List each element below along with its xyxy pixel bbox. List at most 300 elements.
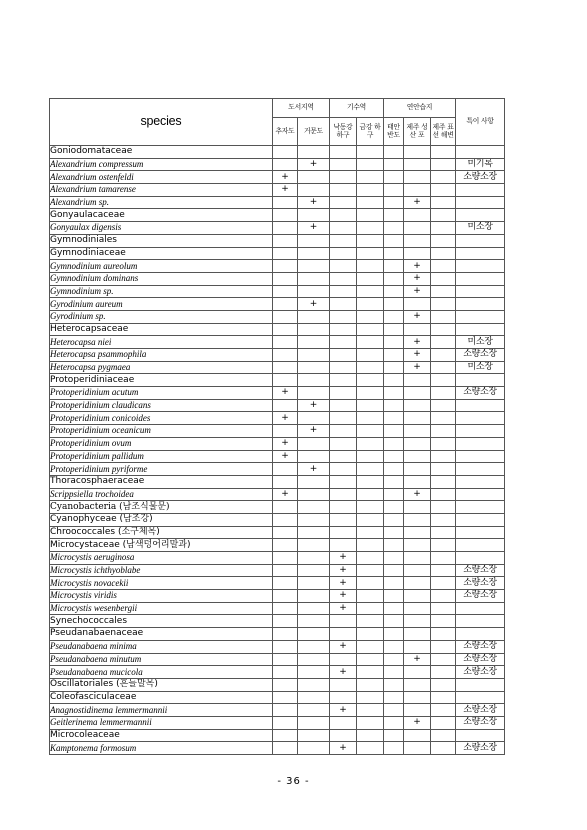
occurrence-cell [384,742,404,755]
occurrence-cell [298,209,330,222]
remarks-cell: 미소장 [456,361,505,374]
occurrence-cell: + [330,552,357,565]
table-row [50,209,505,222]
species-name: Pseudanabaena mucicola [50,666,273,679]
occurrence-cell [431,336,456,349]
occurrence-cell [298,285,330,298]
occurrence-cell [404,691,431,704]
page-number: - 36 - [277,776,310,787]
table-row [50,742,505,755]
remarks-cell [456,691,505,704]
occurrence-cell [384,260,404,273]
species-name: Microcystis novacekii [50,577,273,590]
species-name: Kamptonema formosum [50,742,273,755]
occurrence-cell [357,310,384,323]
occurrence-cell [330,475,357,488]
occurrence-cell [384,399,404,412]
remarks-cell: 소량소장 [456,742,505,755]
occurrence-cell [273,146,298,159]
occurrence-cell [330,691,357,704]
occurrence-cell [357,704,384,717]
table-row [50,437,505,450]
occurrence-cell [357,260,384,273]
remarks-cell: 소량소장 [456,171,505,184]
occurrence-cell: + [273,450,298,463]
occurrence-cell [330,196,357,209]
remarks-cell [456,475,505,488]
remarks-header: 특이 사항 [456,99,505,146]
occurrence-cell [357,361,384,374]
occurrence-cell: + [404,272,431,285]
table-row [50,628,505,641]
occurrence-cell: + [298,158,330,171]
table-row [50,222,505,235]
occurrence-cell [298,247,330,260]
occurrence-cell [431,742,456,755]
occurrence-cell [431,171,456,184]
occurrence-cell: + [404,349,431,362]
occurrence-cell [357,336,384,349]
occurrence-cell: + [404,285,431,298]
occurrence-cell [404,526,431,539]
occurrence-cell [298,336,330,349]
species-name: Geitlerinema lemmermannii [50,716,273,729]
table-row [50,488,505,501]
occurrence-cell [298,526,330,539]
occurrence-cell [298,729,330,742]
occurrence-cell [330,501,357,514]
occurrence-cell [298,488,330,501]
occurrence-cell [357,171,384,184]
remarks-cell [456,310,505,323]
table-row [50,590,505,603]
occurrence-cell [404,247,431,260]
occurrence-cell [384,463,404,476]
occurrence-cell [431,552,456,565]
occurrence-cell [431,425,456,438]
remarks-cell [456,513,505,526]
occurrence-cell [384,196,404,209]
taxon-group-name: Synechococcales [50,615,273,628]
occurrence-cell [330,298,357,311]
occurrence-cell [273,425,298,438]
occurrence-cell [330,209,357,222]
table-row [50,704,505,717]
occurrence-cell [384,716,404,729]
chuja-column-header: 추자도 [273,118,298,146]
remarks-cell: 소량소장 [456,349,505,362]
remarks-cell [456,399,505,412]
occurrence-cell [357,539,384,552]
table-row [50,399,505,412]
occurrence-cell [298,361,330,374]
occurrence-cell [298,310,330,323]
occurrence-cell [357,628,384,641]
occurrence-cell [330,399,357,412]
species-name: Gymnodinium sp. [50,285,273,298]
occurrence-cell [357,374,384,387]
remarks-cell [456,450,505,463]
occurrence-cell [431,691,456,704]
table-row [50,526,505,539]
remarks-cell [456,260,505,273]
remarks-cell: 소량소장 [456,666,505,679]
occurrence-cell [384,425,404,438]
occurrence-cell [330,310,357,323]
occurrence-cell [298,450,330,463]
species-name: Gyrodinium sp. [50,310,273,323]
occurrence-cell [357,437,384,450]
occurrence-cell: + [298,222,330,235]
remarks-cell [456,425,505,438]
taxon-group-name: Goniodomataceae [50,146,273,159]
occurrence-cell: + [330,564,357,577]
occurrence-cell [298,628,330,641]
species-name: Heterocapsa niei [50,336,273,349]
remarks-cell: 소량소장 [456,704,505,717]
occurrence-cell [384,704,404,717]
occurrence-cell [431,539,456,552]
occurrence-cell [431,184,456,197]
occurrence-cell [298,602,330,615]
island-region-header: 도서지역 [273,99,330,118]
occurrence-cell [384,158,404,171]
occurrence-cell: + [330,602,357,615]
occurrence-cell [298,716,330,729]
remarks-cell: 미소장 [456,336,505,349]
species-name: Alexandrium ostenfeldi [50,171,273,184]
occurrence-cell [357,653,384,666]
remarks-cell: 미기록 [456,158,505,171]
occurrence-cell [330,628,357,641]
species-name: Gonyaulax digensis [50,222,273,235]
occurrence-cell [357,678,384,691]
remarks-cell [456,323,505,336]
occurrence-cell [273,577,298,590]
occurrence-cell [384,450,404,463]
species-name: Heterocapsa pygmaea [50,361,273,374]
occurrence-cell [273,615,298,628]
species-distribution-table [49,98,505,755]
occurrence-cell [273,209,298,222]
occurrence-cell [357,526,384,539]
species-name: Alexandrium tamarense [50,184,273,197]
jeju-seongsan-column-header: 제주 성산 포 [404,118,431,146]
occurrence-cell [330,463,357,476]
occurrence-cell [431,666,456,679]
remarks-cell: 소량소장 [456,577,505,590]
occurrence-cell: + [273,171,298,184]
occurrence-cell [357,640,384,653]
occurrence-cell [384,640,404,653]
occurrence-cell [357,691,384,704]
occurrence-cell [273,336,298,349]
species-name: Microcystis aeruginosa [50,552,273,565]
occurrence-cell [273,513,298,526]
table-row [50,475,505,488]
occurrence-cell [404,234,431,247]
table-row [50,412,505,425]
occurrence-cell [330,272,357,285]
occurrence-cell [404,704,431,717]
table-row [50,374,505,387]
occurrence-cell [298,475,330,488]
occurrence-cell [273,590,298,603]
occurrence-cell [298,260,330,273]
occurrence-cell [298,272,330,285]
occurrence-cell [357,247,384,260]
occurrence-cell: + [404,336,431,349]
occurrence-cell [330,653,357,666]
occurrence-cell [431,628,456,641]
occurrence-cell: + [330,742,357,755]
taxon-group-name: Microcystaceae (남색덩어리말과) [50,539,273,552]
occurrence-cell [404,209,431,222]
species-name: Pseudanabaena minima [50,640,273,653]
remarks-cell [456,209,505,222]
occurrence-cell: + [330,666,357,679]
occurrence-cell [273,653,298,666]
occurrence-cell [330,336,357,349]
occurrence-cell [384,513,404,526]
taxon-group-name: Coleofasciculaceae [50,691,273,704]
occurrence-cell [431,716,456,729]
remarks-cell [456,552,505,565]
taxon-group-name: Protoperidiniaceae [50,374,273,387]
occurrence-cell [273,361,298,374]
occurrence-cell [384,653,404,666]
occurrence-cell [404,184,431,197]
occurrence-cell [357,196,384,209]
occurrence-cell [357,590,384,603]
occurrence-cell [431,272,456,285]
occurrence-cell [431,437,456,450]
species-column-header: species [50,99,273,146]
occurrence-cell [404,323,431,336]
occurrence-cell [298,349,330,362]
occurrence-cell [404,564,431,577]
occurrence-cell [298,678,330,691]
occurrence-cell [384,552,404,565]
occurrence-cell [431,310,456,323]
occurrence-cell [404,615,431,628]
occurrence-cell [431,361,456,374]
occurrence-cell [431,653,456,666]
occurrence-cell [384,310,404,323]
occurrence-cell [330,146,357,159]
occurrence-cell [404,742,431,755]
occurrence-cell: + [298,463,330,476]
occurrence-cell [384,539,404,552]
occurrence-cell [384,526,404,539]
occurrence-cell [298,564,330,577]
occurrence-cell [431,412,456,425]
occurrence-cell [431,285,456,298]
species-name: Protoperidinium pallidum [50,450,273,463]
table-row [50,653,505,666]
occurrence-cell [357,463,384,476]
occurrence-cell: + [404,716,431,729]
species-name: Heterocapsa psammophila [50,349,273,362]
occurrence-cell [273,463,298,476]
remarks-cell [456,298,505,311]
taxon-group-name: Heterocapsaceae [50,323,273,336]
occurrence-cell: + [273,437,298,450]
occurrence-cell [384,323,404,336]
occurrence-cell [273,247,298,260]
occurrence-cell [273,716,298,729]
jeju-pyoseon-column-header: 제주 표선 해변 [431,118,456,146]
occurrence-cell [404,729,431,742]
species-name: Alexandrium compressum [50,158,273,171]
taxon-group-name: Pseudanabaenaceae [50,628,273,641]
occurrence-cell: + [330,640,357,653]
occurrence-cell [384,349,404,362]
remarks-cell [456,247,505,260]
table-row [50,666,505,679]
occurrence-cell [384,564,404,577]
occurrence-cell [298,539,330,552]
species-name: Gyrodinium aureum [50,298,273,311]
occurrence-cell [330,158,357,171]
occurrence-cell [273,349,298,362]
occurrence-cell [330,450,357,463]
occurrence-cell: + [330,577,357,590]
occurrence-cell [431,222,456,235]
occurrence-cell [404,577,431,590]
remarks-cell [456,602,505,615]
occurrence-cell [404,666,431,679]
table-row [50,285,505,298]
occurrence-cell [404,450,431,463]
occurrence-cell [273,729,298,742]
remarks-cell: 소량소장 [456,653,505,666]
species-name: Protoperidinium pyriforme [50,463,273,476]
occurrence-cell [273,158,298,171]
occurrence-cell [298,501,330,514]
occurrence-cell [431,387,456,400]
occurrence-cell [431,450,456,463]
species-name: Alexandrium sp. [50,196,273,209]
occurrence-cell [298,590,330,603]
occurrence-cell [273,691,298,704]
occurrence-cell [404,387,431,400]
occurrence-cell [384,361,404,374]
remarks-cell [456,729,505,742]
occurrence-cell [330,387,357,400]
occurrence-cell [357,285,384,298]
occurrence-cell: + [273,184,298,197]
table-row [50,450,505,463]
table-row [50,539,505,552]
occurrence-cell [298,615,330,628]
occurrence-cell [357,272,384,285]
table-row [50,323,505,336]
occurrence-cell [357,450,384,463]
occurrence-cell [431,501,456,514]
table-row [50,640,505,653]
remarks-cell [456,615,505,628]
occurrence-cell [273,678,298,691]
occurrence-cell [431,475,456,488]
species-name: Microcystis viridis [50,590,273,603]
occurrence-cell [273,501,298,514]
taxon-group-name: Gymnodiniaceae [50,247,273,260]
occurrence-cell [298,437,330,450]
species-name: Gymnodinium dominans [50,272,273,285]
table-row [50,501,505,514]
taean-column-header: 태안 반도 [384,118,404,146]
remarks-cell: 소량소장 [456,590,505,603]
occurrence-cell [357,222,384,235]
occurrence-cell [357,577,384,590]
occurrence-cell [431,704,456,717]
occurrence-cell [384,209,404,222]
remarks-cell [456,146,505,159]
occurrence-cell [384,374,404,387]
occurrence-cell [384,146,404,159]
occurrence-cell [357,602,384,615]
table-row [50,602,505,615]
occurrence-cell [431,678,456,691]
geomun-column-header: 거문도 [298,118,330,146]
occurrence-cell [298,577,330,590]
occurrence-cell [273,602,298,615]
occurrence-cell [384,298,404,311]
occurrence-cell [298,653,330,666]
occurrence-cell [431,526,456,539]
occurrence-cell [273,539,298,552]
occurrence-cell [431,640,456,653]
occurrence-cell [357,615,384,628]
table-row [50,247,505,260]
remarks-cell: 소량소장 [456,387,505,400]
table-row [50,552,505,565]
occurrence-cell: + [404,488,431,501]
occurrence-cell [357,323,384,336]
taxon-group-name: Cyanobacteria (남조식물문) [50,501,273,514]
occurrence-cell [357,146,384,159]
occurrence-cell [431,323,456,336]
occurrence-cell [273,742,298,755]
occurrence-cell [357,564,384,577]
remarks-cell: 미소장 [456,222,505,235]
occurrence-cell [273,310,298,323]
occurrence-cell: + [273,387,298,400]
species-name: Pseudanabaena minutum [50,653,273,666]
table-row [50,196,505,209]
occurrence-cell [273,640,298,653]
table-row [50,272,505,285]
occurrence-cell [431,349,456,362]
species-name: Protoperidinium conicoides [50,412,273,425]
occurrence-cell: + [298,425,330,438]
table-row [50,577,505,590]
occurrence-cell [357,475,384,488]
occurrence-cell [357,488,384,501]
occurrence-cell [330,412,357,425]
occurrence-cell: + [404,310,431,323]
occurrence-cell [357,234,384,247]
table-row [50,716,505,729]
occurrence-cell [298,146,330,159]
taxon-group-name: Microcoleaceae [50,729,273,742]
remarks-cell [456,196,505,209]
occurrence-cell [357,501,384,514]
occurrence-cell: + [273,412,298,425]
occurrence-cell [404,298,431,311]
remarks-cell [456,272,505,285]
